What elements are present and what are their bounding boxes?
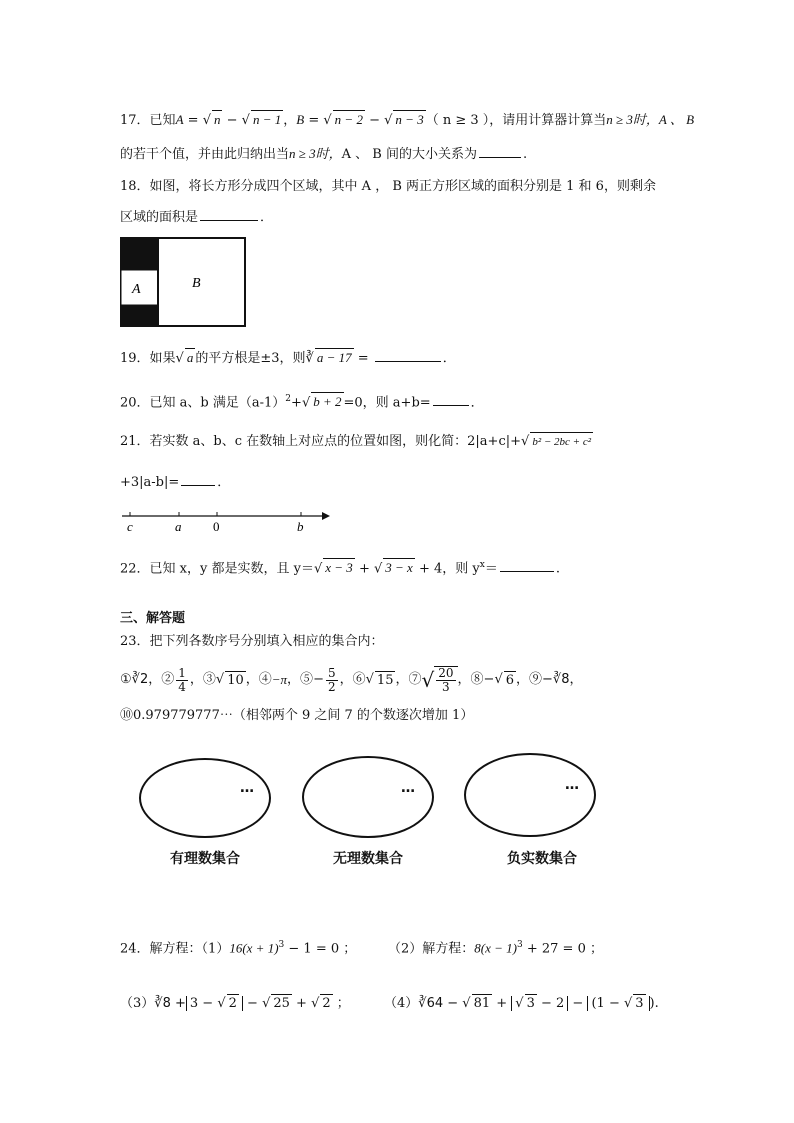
question-18-line-2: 区域的面积是 ． <box>120 210 274 225</box>
answer-blank[interactable] <box>375 349 441 362</box>
rectangle-figure <box>120 237 248 329</box>
answer-blank[interactable] <box>433 393 469 406</box>
question-20: 20．已知 a、b 满足$(a-1)^2+√$ b + 2 =0，则 a+b= ． <box>120 394 484 411</box>
negative-set-ellipse[interactable] <box>464 753 596 837</box>
shaded-region-bottom <box>121 305 158 326</box>
section-title: 三、解答题 <box>120 611 186 626</box>
rational-set-label: 有理数集合 <box>170 851 240 867</box>
question-23-line-1: 23．把下列各数序号分别填入相应的集合内： <box>120 634 384 649</box>
answer-blank[interactable] <box>200 208 258 221</box>
question-24-line-1: 24．解方程：$(1)16(x + 1)^3 - 1 = 0$ ； <box>120 940 357 957</box>
ellipsis: … <box>240 780 254 796</box>
question-24-part-4: （4）∛64 − √ 81 + √ 3 − 2 − (1 − √ 3 ). <box>384 996 659 1011</box>
question-19: 19．如果√ a 的平方根是±3，则∛ a − 17 = ． <box>120 350 456 366</box>
ellipsis: … <box>565 777 579 793</box>
question-23-numbers: ① ∛2 ，② $\frac{1}{4}$ ，③ √ 10 ，④ −π ，⑤ − $\frac{5}{2}$ ，⑥ √ 15 ，⑦ √ $\frac{20}{3}$ ，⑧ − √ 6 ，⑨ −∛8 ， <box>120 665 583 694</box>
answer-blank[interactable] <box>181 473 215 486</box>
point-zero: 0 <box>213 519 220 534</box>
question-23-line-3: ⑩0.979779777⋯（相邻两个 9 之间 7 的个数逐次增加 1） <box>120 708 474 723</box>
label-a: A <box>132 282 141 297</box>
point-c: c <box>127 519 133 534</box>
question-22: 22．已知 x，y 都是实数，且 y＝√ x − 3 + √ 3 − x + 4，则 $y^x=$ . <box>120 560 560 577</box>
irrational-set-label: 无理数集合 <box>333 851 403 867</box>
question-17-line-1: 17．已知A = √ n − √ n − 1 ，B = √ n − 2 − √ n − 3 （ n ≥ 3 ），请用计算器计算当n ≥ 3时，A 、 B <box>120 112 695 128</box>
question-24-part-3: （3）∛8 + 3 − √ 2 − √ 25 + √ 2 ； <box>120 996 350 1011</box>
shaded-region-top <box>121 238 158 270</box>
number-line <box>120 508 335 534</box>
question-21-line-1: 21．若实数 a、b、c 在数轴上对应点的位置如图，则化简：2|a+c|+√ b² − 2bc + c² <box>120 434 592 449</box>
label-b: B <box>192 276 201 291</box>
question-18-line-1: 18．如图，将长方形分成四个区域，其中 A ， B 两正方形区域的面积分别是 1 和 6，则剩余 <box>120 179 656 194</box>
answer-blank[interactable] <box>479 145 521 158</box>
question-17-line-2: 的若干个值，并由此归纳出当n ≥ 3时，A 、 B 间的大小关系为 . <box>120 146 528 162</box>
irrational-set-ellipse[interactable] <box>302 756 434 838</box>
point-b: b <box>297 519 304 534</box>
answer-blank[interactable] <box>500 559 554 572</box>
rational-set-ellipse[interactable] <box>139 758 271 838</box>
point-a: a <box>175 519 182 534</box>
question-21-line-2: +3|a-b|= ． <box>120 475 231 490</box>
negative-set-label: 负实数集合 <box>507 851 577 867</box>
ellipsis: … <box>401 780 415 796</box>
question-24-part-2: （2）解方程：$8(x - 1)^3 + 27 = 0$ ； <box>388 940 603 957</box>
